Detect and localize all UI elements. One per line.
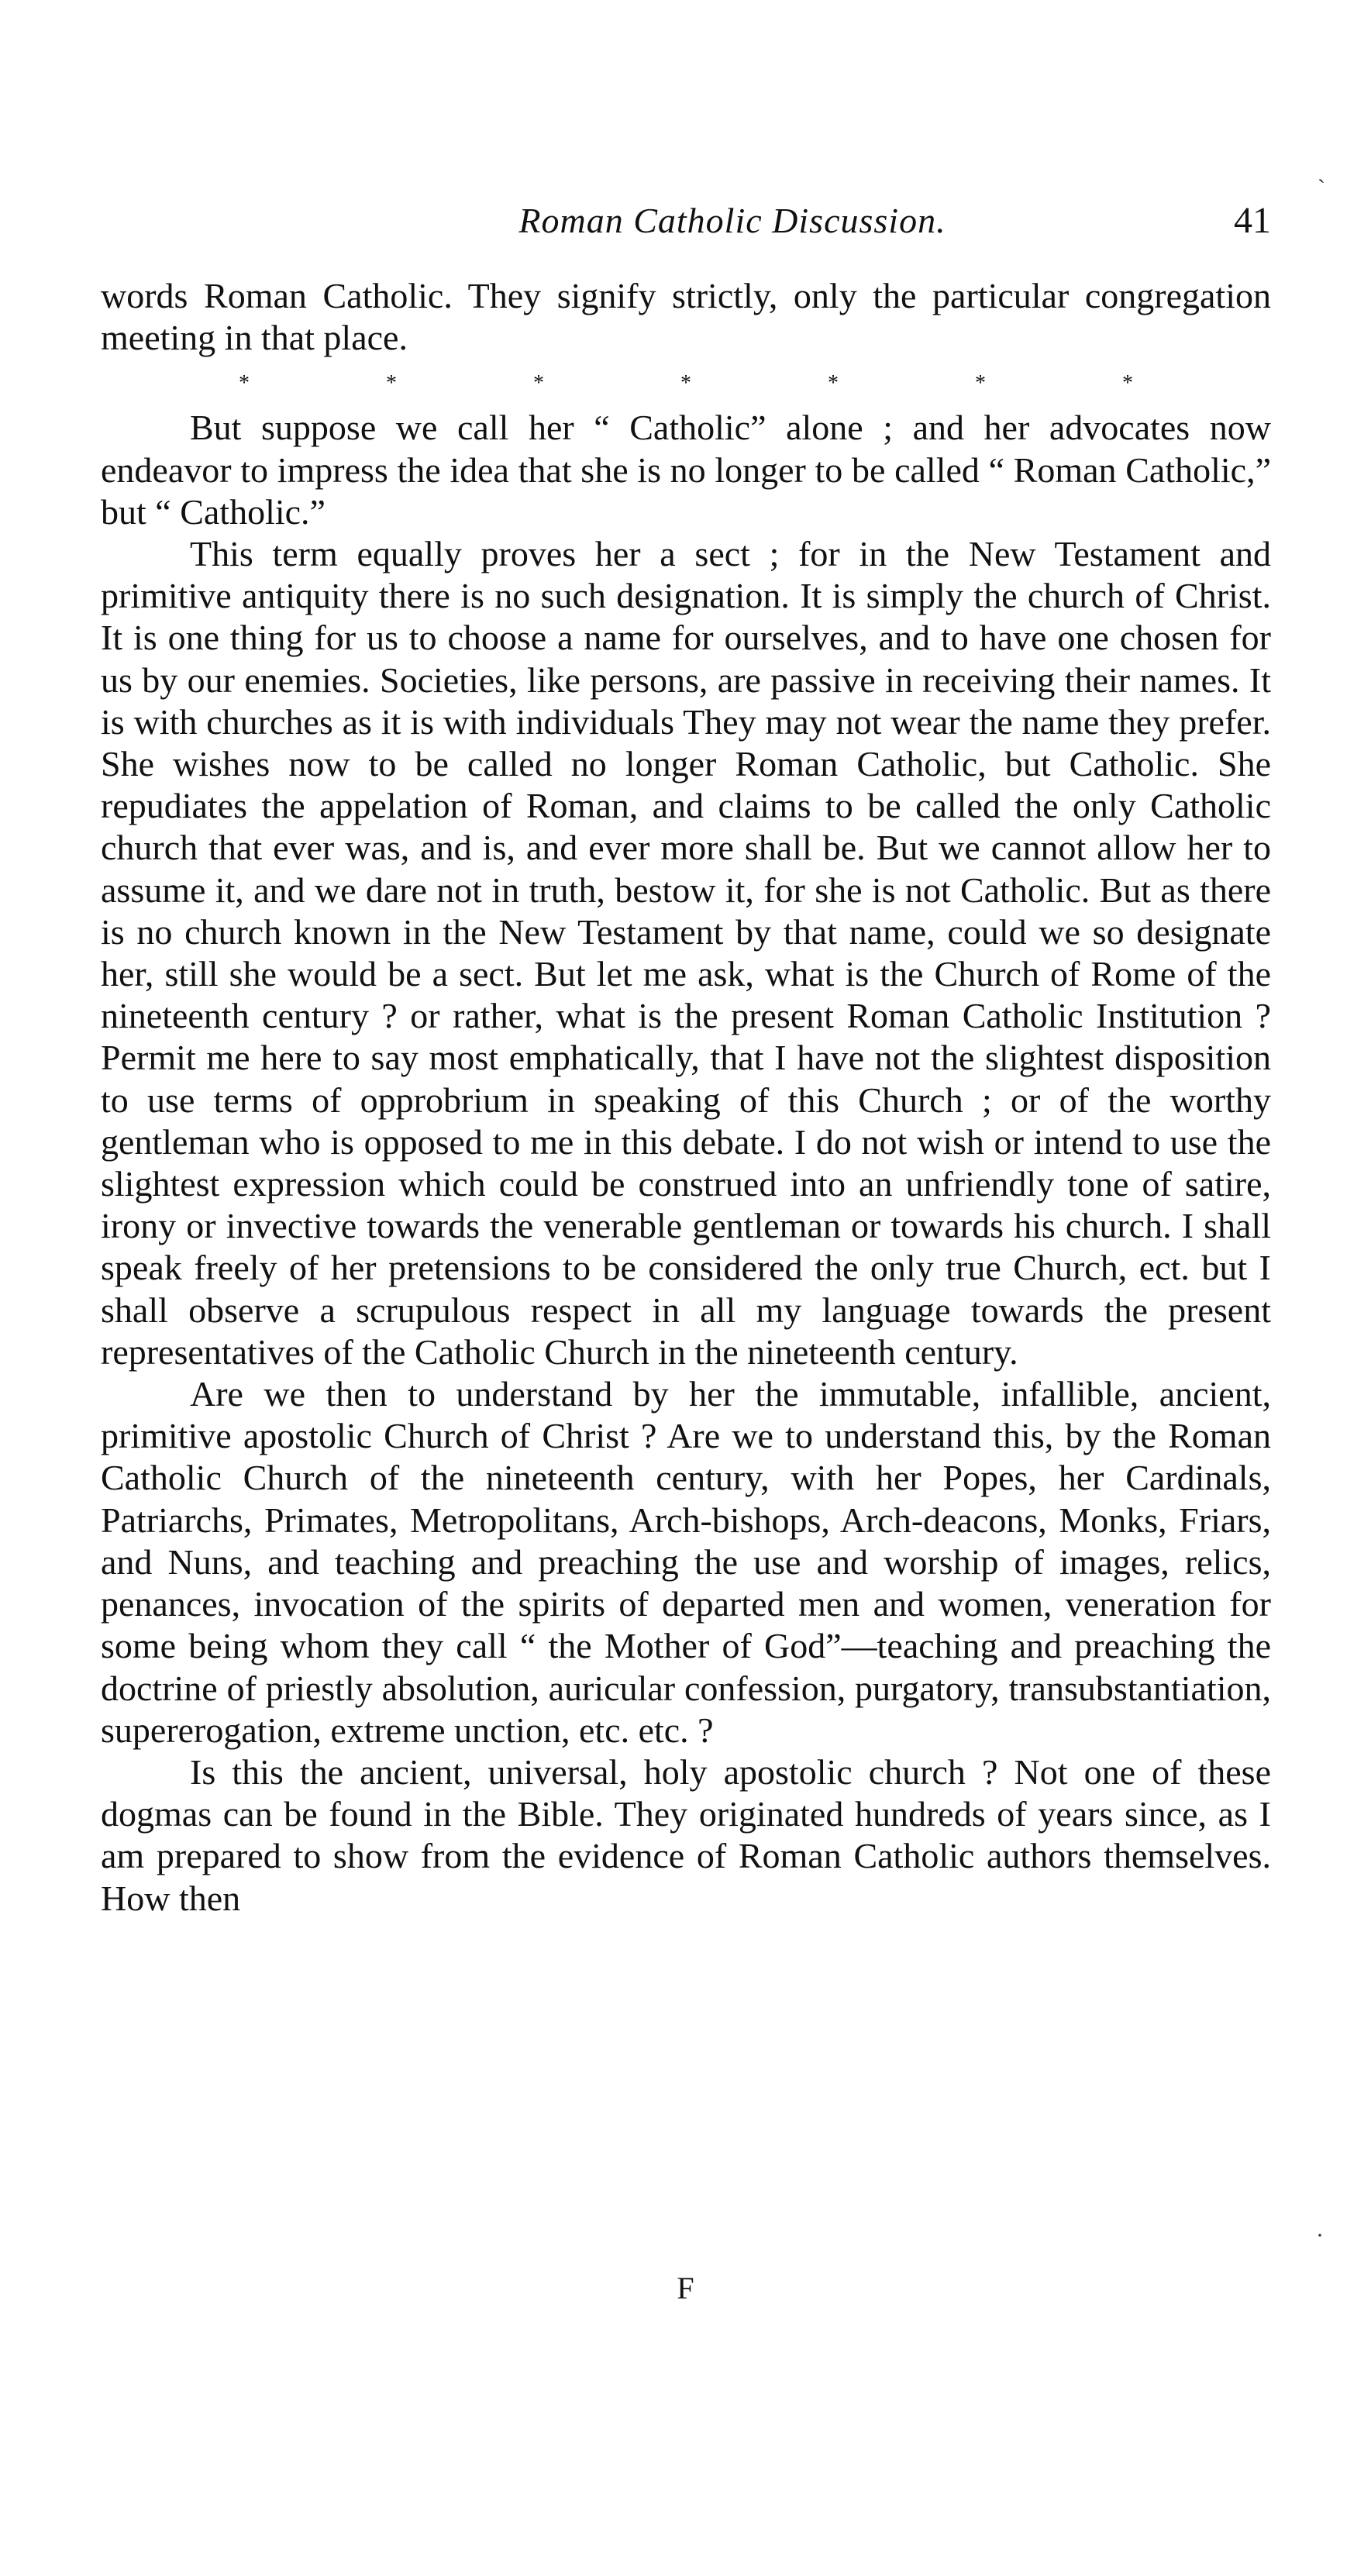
- opening-paragraph: words Roman Catholic. They signify strictly, only the particular congregation meeting in that place.: [101, 276, 1271, 358]
- asterisk-mark: *: [239, 371, 250, 396]
- body-text: [101, 275, 1271, 1920]
- running-head: [194, 194, 1271, 248]
- running-title: Roman Catholic Discussion.: [518, 201, 946, 240]
- margin-speck: ˋ: [1318, 175, 1325, 201]
- margin-dot: ·: [1316, 2223, 1324, 2248]
- signature-mark: F: [677, 2271, 694, 2306]
- paragraph-immutable: Are we then to understand by her the immutable, infallible, ancient, primitive apostolic Church of Christ ? Are we to understand this, by the Roman Catholic Church of the nineteenth century, with her Popes, her Cardinals, Patriarchs, Primates, Metropolitans, Arch-bishops, Arch-deacons, Monks, Friars, and Nuns, and teaching and preaching the use and worship of images, relics, penances, invocation of the spirits of departed men and women, veneration for some being whom they call “ the Mother of God”—teaching and preaching the doctrine of priestly absolution, auricular confession, purgatory, transubstantiation, supererogation, extreme unction, etc. etc. ?: [101, 1374, 1271, 1750]
- asterisk-mark: *: [1122, 371, 1133, 396]
- asterisk-mark: *: [828, 371, 839, 396]
- asterisk-mark: *: [975, 371, 986, 396]
- asterisk-mark: *: [533, 371, 544, 396]
- paragraph-catholic-alone: But suppose we call her “ Catholic” alone ; and her advocates now endeavor to impress the idea that she is no longer to be called “ Roman Catholic,” but “ Catholic.”: [101, 408, 1271, 532]
- paragraph-sect: This term equally proves her a sect ; for in the New Testament and primitive antiquity there is no such designation. It is simply the church of Christ. It is one thing for us to choose a name for ourselves, and to have one chosen for us by our enemies. Societies, like persons, are passive in receiving their names. It is with churches as it is with individuals They may not wear the name they prefer. She wishes now to be called no longer Roman Catholic, but Catholic. She repudiates the appelation of Roman, and claims to be called the only Catholic church that ever was, and is, and ever more shall be. But we cannot allow her to assume it, and we dare not in truth, bestow it, for she is not Catholic. But as there is no church known in the New Testament by that name, could we so designate her, still she would be a sect. But let me ask, what is the Church of Rome of the nineteenth century ? or rather, what is the present Roman Catholic Institution ? Permit me here to say most emphatically, that I have not the slightest disposition to use terms of opprobrium in speaking of this Church ; or of the worthy gentleman who is opposed to me in this debate. I do not wish or intend to use the slightest expression which could be construed into an unfriendly tone of satire, irony or invective towards the venerable gentleman or towards his church. I shall speak freely of her pretensions to be considered the only true Church, ect. but I shall observe a scrupulous respect in all my language towards the present representatives of the Catholic Church in the nineteenth century.: [101, 534, 1271, 1372]
- asterisk-mark: *: [386, 371, 397, 396]
- asterism-divider: [101, 365, 1271, 402]
- page-number: 41: [1234, 200, 1271, 241]
- paragraph-apostolic: Is this the ancient, universal, holy apostolic church ? Not one of these dogmas can be found in the Bible. They originated hundreds of years since, as I am prepared to show from the evidence of Roman Catholic authors themselves. How then: [101, 1751, 1271, 1918]
- asterisk-mark: *: [680, 371, 691, 396]
